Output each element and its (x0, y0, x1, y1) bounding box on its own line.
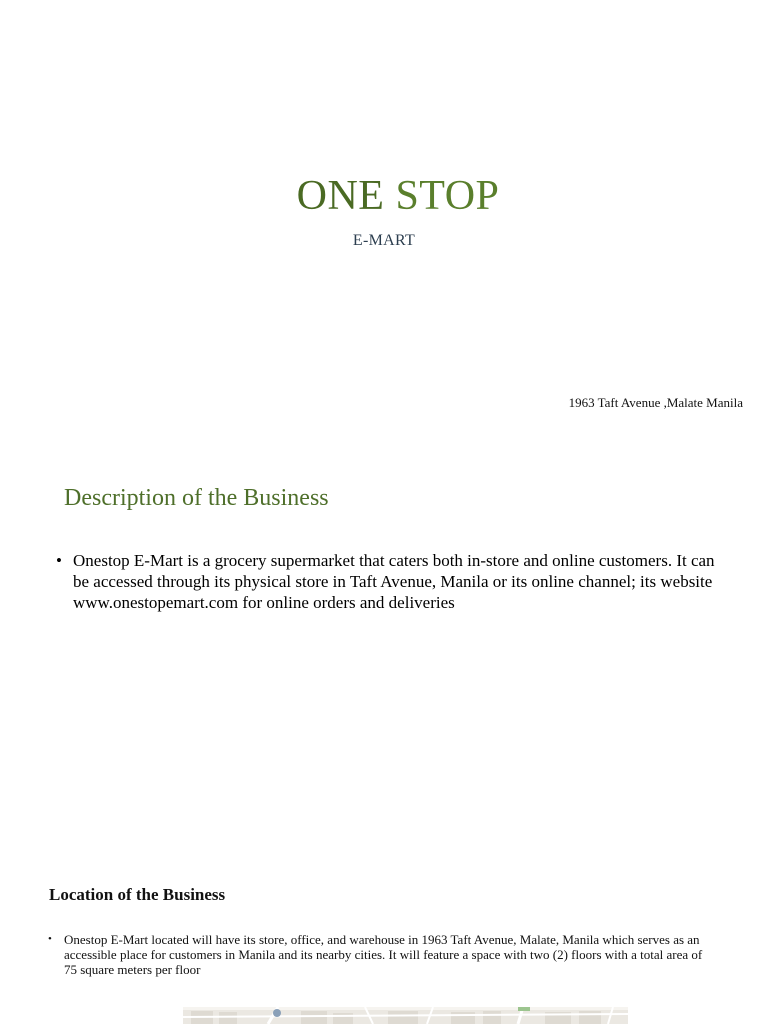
bullet-icon: • (56, 551, 62, 570)
map-pin-icon (273, 1009, 281, 1017)
document-title (0, 172, 768, 220)
title-word-one: ONE (296, 173, 385, 219)
title-word-stop: STOP (395, 173, 500, 219)
store-address: 1963 Taft Avenue ,Malate Manila (568, 395, 743, 410)
location-heading: Location of the Business (49, 885, 226, 904)
location-map-image (183, 1007, 628, 1024)
description-list (56, 550, 716, 613)
map-illustration (183, 1007, 628, 1024)
bullet-icon: • (48, 933, 52, 945)
location-list (48, 932, 708, 977)
location-list-item (48, 932, 708, 977)
description-list-item (56, 550, 716, 613)
description-heading: Description of the Business (64, 485, 329, 511)
location-text: Onestop E-Mart located will have its store, office, and warehouse in 1963 Taft Avenue, Malate, Manila which serves as an accessible place for customers in Manila and its nearby cities. It will feature a space with two (2) floors with a total area of 75 square meters per floor (64, 932, 703, 977)
description-text: Onestop E-Mart is a grocery supermarket that caters both in-store and online customers. It can be accessed through its physical store in Taft Avenue, Manila or its online channel; its website www.onestopemart.com for online orders and deliveries (73, 551, 715, 612)
document-subtitle: E-MART (352, 232, 416, 249)
